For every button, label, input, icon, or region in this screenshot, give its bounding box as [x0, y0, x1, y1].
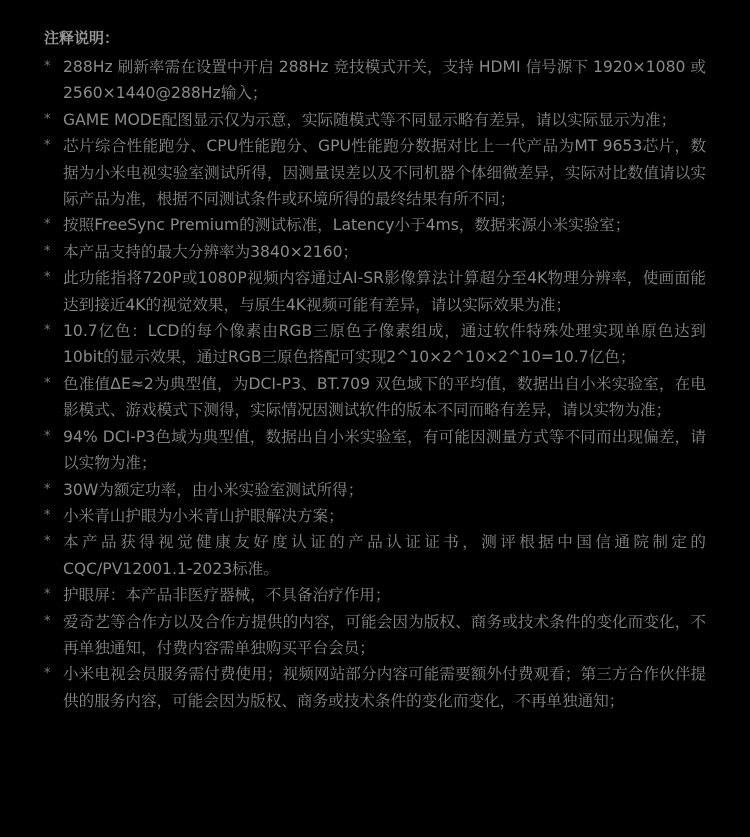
- note-text-6: 此功能指将720P或1080P视频内容通过AI-SR影像算法计算超分至4K物理分辨率，使画面能达到接近4K的视觉效果，与原生4K视频可能有差异，请以实际效果为准；: [63, 269, 706, 314]
- note-item-7: [44, 318, 706, 371]
- note-item-12: [44, 529, 706, 582]
- note-item-10: [44, 477, 706, 503]
- note-text-11: 小米青山护眼为小米青山护眼解决方案；: [63, 506, 344, 525]
- note-text-9: 94% DCI-P3色域为典型值，数据出自小米实验室，有可能因测量方式等不同而出现偏差，请以实物为准；: [63, 427, 706, 473]
- note-item-1: [44, 54, 706, 107]
- note-item-2: [44, 107, 706, 133]
- note-text-7: 10.7亿色：LCD的每个像素由RGB三原色子像素组成，通过软件特殊处理实现单原色达到10bit的显示效果，通过RGB三原色搭配可实现2^10×2^10×2^10=10.7亿色；: [63, 322, 706, 367]
- asterisk-bullet-icon: *: [44, 375, 51, 391]
- notes-list: [44, 54, 706, 714]
- notes-title: 注释说明：: [44, 29, 120, 47]
- asterisk-bullet-icon: *: [44, 507, 51, 523]
- note-text-14: 爱奇艺等合作方以及合作方提供的内容，可能会因为版权、商务或技术条件的变化而变化，不再单独通知，付费内容需单独购买平台会员；: [63, 612, 706, 657]
- note-item-9: [44, 424, 706, 477]
- note-text-2: GAME MODE配图显示仅为示意，实际随模式等不同显示略有差异，请以实际显示为准；: [63, 110, 677, 129]
- asterisk-bullet-icon: *: [44, 243, 51, 259]
- note-text-1: 288Hz 刷新率需在设置中开启 288Hz 竞技模式开关，支持 HDMI 信号源下 1920×1080 或 2560×1440@288Hz输入；: [63, 58, 706, 103]
- asterisk-bullet-icon: *: [44, 481, 51, 497]
- asterisk-bullet-icon: *: [44, 666, 51, 682]
- note-text-15: 小米电视会员服务需付费使用；视频网站部分内容可能需要额外付费观看；第三方合作伙伴提供的服务内容，可能会因为版权、商务或技术条件的变化而变化，不再单独通知；: [63, 665, 706, 710]
- note-text-5: 本产品支持的最大分辨率为3840×2160；: [63, 242, 359, 261]
- note-item-3: [44, 133, 706, 212]
- note-item-11: [44, 503, 706, 529]
- asterisk-bullet-icon: *: [44, 59, 51, 74]
- note-text-3: 芯片综合性能跑分、CPU性能跑分、GPU性能跑分数据对比上一代产品为MT 9653芯片，数据为小米电视实验室测试所得，因测量误差以及不同机器个体细微差异，实际对比数值请以实际产品为准，根据不同测试条件或环境所得的最终结果有所不同；: [63, 137, 706, 209]
- note-text-10: 30W为额定功率，由小米实验室测试所得；: [63, 480, 364, 499]
- note-item-6: [44, 265, 706, 318]
- asterisk-bullet-icon: *: [44, 613, 51, 629]
- note-item-8: [44, 371, 706, 424]
- asterisk-bullet-icon: *: [44, 428, 51, 444]
- note-item-13: [44, 582, 706, 608]
- note-item-5: [44, 239, 706, 265]
- note-item-15: [44, 661, 706, 714]
- asterisk-bullet-icon: *: [44, 323, 51, 339]
- asterisk-bullet-icon: *: [44, 138, 51, 154]
- note-text-13: 护眼屏：本产品非医疗器械，不具备治疗作用；: [63, 586, 391, 605]
- note-text-12: 本产品获得视觉健康友好度认证的产品认证证书，测评根据中国信通院制定的CQC/PV12001.1-2023标准。: [63, 533, 706, 578]
- asterisk-bullet-icon: *: [44, 270, 51, 286]
- note-item-14: [44, 609, 706, 662]
- asterisk-bullet-icon: *: [44, 587, 51, 603]
- asterisk-bullet-icon: *: [44, 111, 51, 127]
- note-text-4: 按照FreeSync Premium的测试标准，Latency小于4ms，数据来源小米实验室；: [63, 216, 631, 235]
- note-item-4: [44, 212, 706, 238]
- asterisk-bullet-icon: *: [44, 534, 51, 550]
- note-text-8: 色准值ΔE≈2为典型值，为DCI-P3、BT.709 双色域下的平均值，数据出自小米实验室，在电影模式、游戏模式下测得，实际情况因测试软件的版本不同而略有差异，请以实物为准；: [63, 374, 706, 420]
- asterisk-bullet-icon: *: [44, 217, 51, 233]
